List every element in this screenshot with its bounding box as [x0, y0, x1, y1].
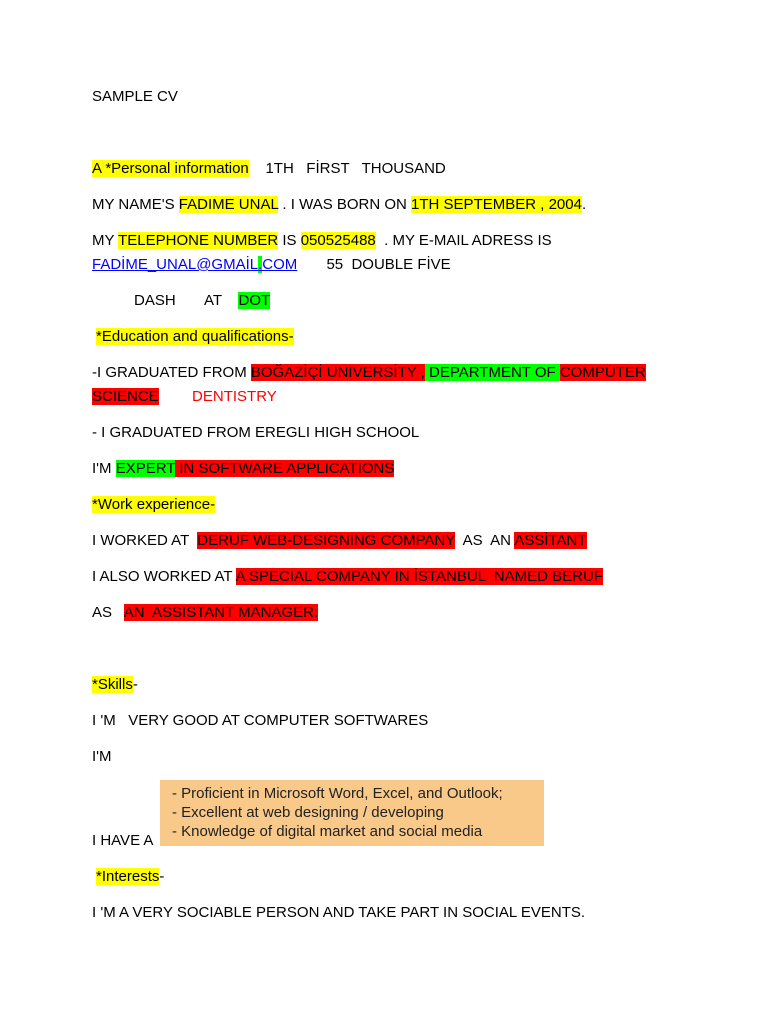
- as-text: AS: [92, 604, 124, 621]
- birth-date: 1TH SEPTEMBER , 2004: [411, 196, 582, 213]
- graduation-line-1: [92, 363, 646, 383]
- dot-text: DOT: [238, 292, 271, 309]
- skills-image: [160, 780, 544, 846]
- role-1: ASSİTANT: [514, 532, 587, 549]
- department-science: SCIENCE: [92, 388, 159, 405]
- interests-dash: -: [159, 868, 165, 885]
- document-title: SAMPLE CV: [92, 88, 178, 105]
- work-heading: *Work experience-: [92, 496, 216, 513]
- department-of: DEPARTMENT OF: [424, 364, 560, 381]
- skills-image-line: - Excellent at web designing / developing: [172, 804, 444, 821]
- skills-line-2: I'M: [92, 748, 112, 765]
- skills-dash: -: [132, 676, 138, 693]
- email-line: [92, 255, 451, 275]
- education-heading-line: [96, 327, 294, 347]
- skills-heading-line: [92, 675, 138, 695]
- phone-label: TELEPHONE NUMBER: [118, 232, 279, 249]
- skills-image-line: - Proficient in Microsoft Word, Excel, and Outlook;: [172, 785, 503, 802]
- education-heading: *Education and qualifications-: [96, 328, 294, 345]
- skills-image-line: - Knowledge of digital market and social media: [172, 823, 483, 840]
- name-line: [92, 195, 586, 215]
- graduation-line-1b: [92, 387, 277, 407]
- company-2: A SPECIAL COMPANY IN İSTANBUL NAMED BERUF: [235, 568, 603, 585]
- interests-heading: *Interests: [96, 868, 160, 885]
- department-computer: COMPUTER: [559, 364, 646, 381]
- skills-heading: *Skills: [92, 676, 133, 693]
- name-prefix: MY NAME'S: [92, 196, 179, 213]
- born-prefix: . I WAS BORN ON: [278, 196, 412, 213]
- dash-line: [134, 291, 270, 311]
- email-part-1: FADİME_UNAL@GMAİL: [92, 256, 259, 273]
- phone-number: 050525488: [300, 232, 376, 249]
- role-2: AN ASSISTANT MANAGER.: [123, 604, 319, 621]
- person-name: FADIME UNAL: [178, 196, 279, 213]
- skills-line-1: I 'M VERY GOOD AT COMPUTER SOFTWARES: [92, 712, 429, 729]
- personal-heading-line: [92, 159, 446, 179]
- university-name: BOĞAZİÇİ UNIVERSİTY ,: [250, 364, 425, 381]
- also-prefix: I ALSO WORKED AT: [92, 568, 236, 585]
- email-link[interactable]: [92, 256, 297, 273]
- email-prefix: . MY E-MAIL ADRESS IS: [375, 232, 552, 249]
- work-line-3: [92, 603, 318, 623]
- work-line-2: [92, 567, 603, 587]
- interests-text: I 'M A VERY SOCIABLE PERSON AND TAKE PART IN SOCIAL EVENTS.: [92, 904, 586, 921]
- phone-line: [92, 231, 552, 251]
- email-aside: 55 DOUBLE FİVE: [297, 256, 451, 273]
- work-line-1: [92, 531, 587, 551]
- software-text: IN SOFTWARE APPLICATIONS: [175, 460, 395, 477]
- dentistry-text: DENTISTRY: [192, 388, 277, 405]
- interests-heading-line: [96, 867, 164, 887]
- company-name: DERUF WEB-DESIGNING COMPANY: [197, 532, 456, 549]
- is-text: IS: [278, 232, 301, 249]
- graduation-line-2: - I GRADUATED FROM EREGLI HIGH SCHOOL: [92, 424, 420, 441]
- personal-aside: 1TH FİRST THOUSAND: [265, 160, 446, 177]
- skills-line-3: I HAVE A: [92, 832, 157, 849]
- im-text: I'M: [92, 460, 116, 477]
- personal-heading: A *Personal information: [92, 160, 249, 177]
- email-part-2: .COM: [258, 256, 298, 273]
- my-text: MY: [92, 232, 119, 249]
- expert-line: [92, 459, 394, 479]
- worked-prefix: I WORKED AT: [92, 532, 198, 549]
- period: .: [581, 196, 587, 213]
- as-an: AS AN: [455, 532, 515, 549]
- work-heading-line: [92, 495, 215, 515]
- expert-text: EXPERT: [115, 460, 176, 477]
- dash-at: DASH AT: [134, 292, 239, 309]
- grad1-prefix: -I GRADUATED FROM: [92, 364, 251, 381]
